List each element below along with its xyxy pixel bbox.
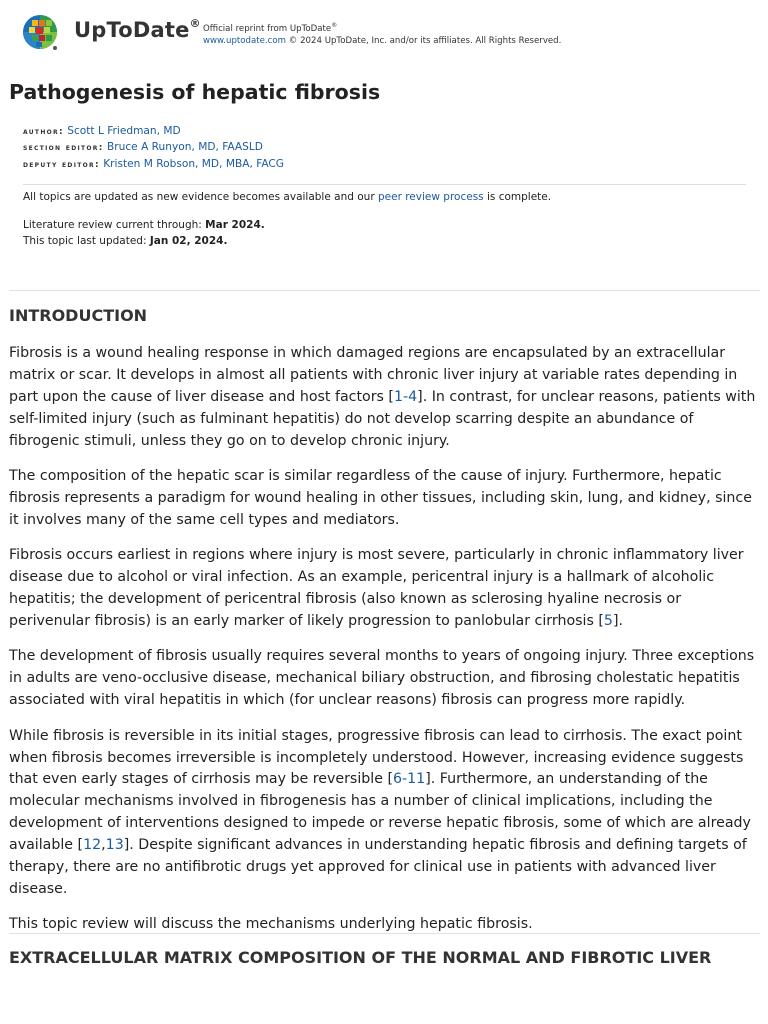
credit-deputy-editor <box>23 157 284 173</box>
reference-link[interactable]: 13 <box>105 837 124 854</box>
last-updated-date: This topic last updated: Jan 02, 2024. <box>23 234 228 247</box>
introduction-body <box>9 343 761 950</box>
brand-name: UpToDate® <box>74 17 201 42</box>
credit-role: deputy editor: <box>23 159 100 170</box>
uptodate-url-link[interactable]: www.uptodate.com <box>203 36 287 47</box>
credit-author <box>23 124 284 140</box>
reprint-notice: Official reprint from UpToDate® www.uptodate.com © 2024 UpToDate, Inc. and/or its affiliates. All Rights Reserved. <box>203 22 562 47</box>
deputy-editor-link[interactable]: Kristen M Robson, MD, MBA, FACG <box>103 157 284 170</box>
paragraph: This topic review will discuss the mechanisms underlying hepatic fibrosis. <box>9 916 533 933</box>
credit-role: section editor: <box>23 143 104 154</box>
paragraph: While fibrosis is reversible in its initial stages, progressive fibrosis can lead to cirrhosis. The exact point when fibrosis becomes irreversible is incompletely understood. However, increasing evidence suggests that even early stages of cirrhosis may be reversible [6-11]. Furthermore, an understanding of the molecular mechanisms involved in fibrogenesis has a number of clinical implications, including the development of interventions designed to impede or reverse hepatic fibrosis, some of which are already available [12,13]. Despite significant advances in understanding hepatic fibrosis and defining targets of therapy, there are no antifibrotic drugs yet approved for clinical use in patients with advanced liver disease. <box>9 727 751 897</box>
section-heading-ecm: EXTRACELLULAR MATRIX COMPOSITION OF THE NORMAL AND FIBROTIC LIVER <box>9 948 712 967</box>
reference-link[interactable]: 12 <box>83 837 102 854</box>
topic-meta <box>23 190 551 249</box>
paragraph: The composition of the hepatic scar is similar regardless of the cause of injury. Furthermore, hepatic fibrosis represents a paradigm for wound healing in other tissues, including skin, lung, and kidney, since it involves many of the same cell types and mediators. <box>9 468 752 528</box>
peer-review-link[interactable]: peer review process <box>377 191 484 203</box>
paragraph: Fibrosis occurs earliest in regions where injury is most severe, particularly in chronic inflammatory liver disease due to alcohol or viral infection. As an example, pericentral injury is a hallmark of alcoholic hepatitis; the development of pericentral fibrosis (also known as sclerosing hyaline necrosis or perivenular fibrosis) is an early marker of likely progression to panlobular cirrhosis [5]. <box>9 547 744 629</box>
divider <box>23 184 746 185</box>
section-heading-introduction: INTRODUCTION <box>9 306 148 325</box>
credit-section-editor <box>23 140 284 156</box>
author-link[interactable]: Scott L Friedman, MD <box>67 125 181 137</box>
paragraph: The development of fibrosis usually requires several months to years of ongoing injury. Three exceptions in adults are veno-occlusive disease, mechanical biliary obstruction, and fibrosing cholestatic hepatitis associated with viral hepatitis in which (for unclear reasons) fibrosis can progress more rapidly. <box>9 648 755 709</box>
credit-role: author: <box>23 127 64 137</box>
credits <box>23 124 284 173</box>
divider <box>9 933 760 934</box>
paragraph: Fibrosis is a wound healing response in which damaged regions are encapsulated by an extracellular matrix or scar. It develops in almost all patients with chronic liver injury at variable rates depending in part upon the cause of liver disease and host factors [1-4]. In contrast, for unclear reasons, patients with self-limited injury (such as fulminant hepatitis) do not develop scarring despite an abundance of fibrogenic stimuli, unless they go on to develop chronic injury. <box>9 345 756 449</box>
reference-link[interactable]: 6-11 <box>393 771 426 788</box>
reference-link[interactable]: 5 <box>603 612 613 629</box>
reference-link[interactable]: 1-4 <box>393 388 418 405</box>
update-notice: All topics are updated as new evidence becomes available and our peer review process is complete. <box>23 191 552 203</box>
section-editor-link[interactable]: Bruce A Runyon, MD, FAASLD <box>107 141 263 154</box>
literature-review-date: Literature review current through: Mar 2024. <box>23 219 265 232</box>
uptodate-logo-icon <box>22 14 60 52</box>
page-title: Pathogenesis of hepatic fibrosis <box>9 80 381 104</box>
page-header <box>22 14 762 54</box>
divider <box>9 290 760 291</box>
